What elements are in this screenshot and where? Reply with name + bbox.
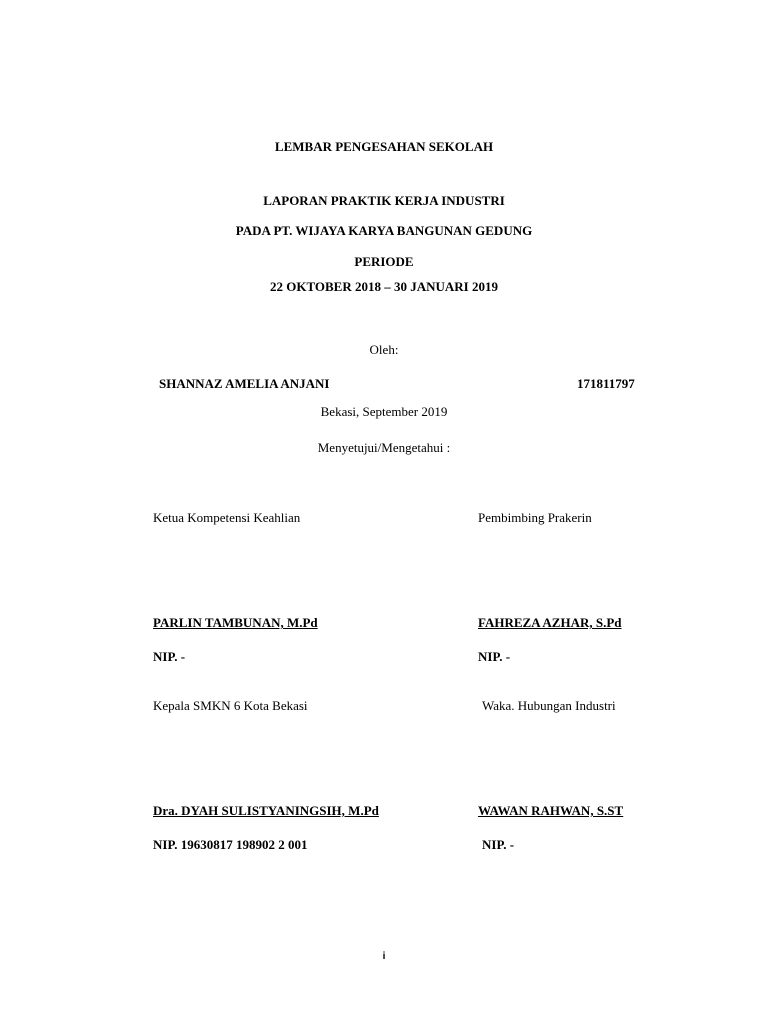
role-waka-hubungan-industri: Waka. Hubungan Industri xyxy=(482,698,616,713)
role-pembimbing-prakerin: Pembimbing Prakerin xyxy=(478,510,592,525)
signatory-nip-wawan: NIP. - xyxy=(482,837,515,852)
company-line: PADA PT. WIJAYA KARYA BANGUNAN GEDUNG xyxy=(235,223,533,238)
signatory-nip-dyah: NIP. 19630817 198902 2 001 xyxy=(153,837,308,852)
author-by-label: Oleh: xyxy=(369,342,399,357)
place-date: Bekasi, September 2019 xyxy=(320,404,448,419)
document-title: LEMBAR PENGESAHAN SEKOLAH xyxy=(274,139,494,154)
signatory-name-parlin: PARLIN TAMBUNAN, M.Pd xyxy=(153,615,318,630)
period-dates: 22 OKTOBER 2018 – 30 JANUARI 2019 xyxy=(269,279,498,294)
role-kompetensi-keahlian: Ketua Kompetensi Keahlian xyxy=(153,510,301,525)
report-title: LAPORAN PRAKTIK KERJA INDUSTRI xyxy=(263,193,505,208)
signatory-name-dyah: Dra. DYAH SULISTYANINGSIH, M.Pd xyxy=(153,803,379,818)
period-label: PERIODE xyxy=(354,254,414,269)
signatory-nip-fahreza: NIP. - xyxy=(478,649,511,664)
author-student-id: 171811797 xyxy=(577,376,635,391)
signatory-nip-parlin: NIP. - xyxy=(153,649,186,664)
page-number: i xyxy=(382,951,386,962)
signatory-name-wawan: WAWAN RAHWAN, S.ST xyxy=(478,803,624,818)
approval-label: Menyetujui/Mengetahui : xyxy=(317,440,451,455)
signatory-name-fahreza: FAHREZA AZHAR, S.Pd xyxy=(478,615,622,630)
role-kepala-sekolah: Kepala SMKN 6 Kota Bekasi xyxy=(153,698,308,713)
author-name: SHANNAZ AMELIA ANJANI xyxy=(159,376,330,391)
